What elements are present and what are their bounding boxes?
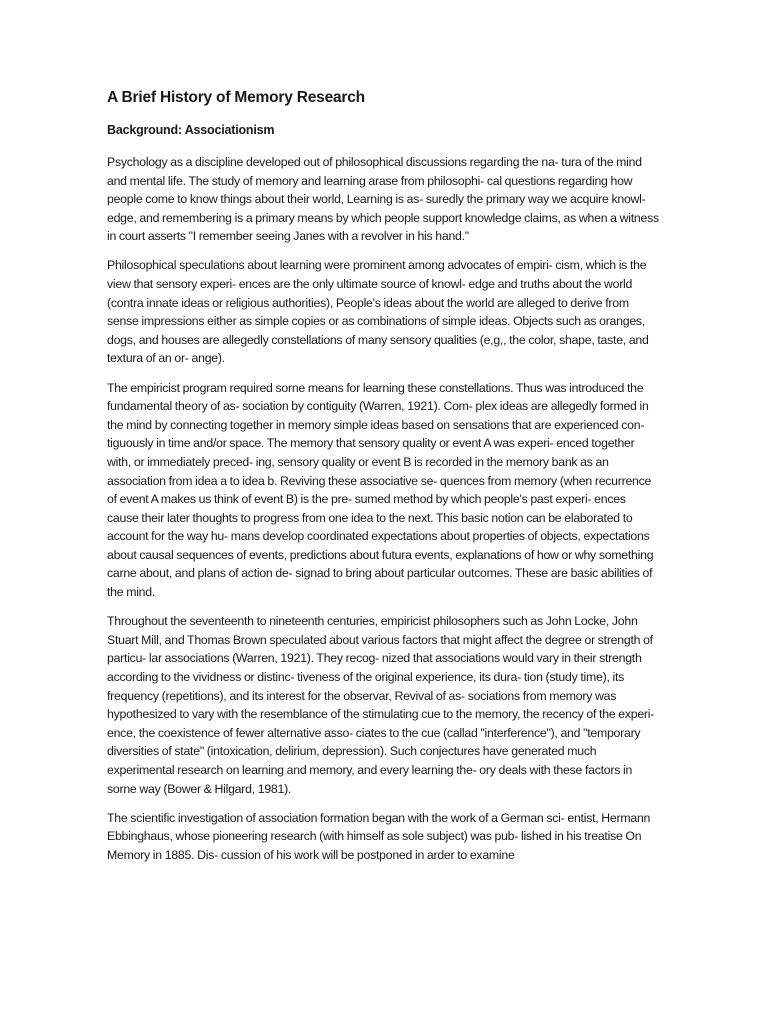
document-title: A Brief History of Memory Research [107,89,365,106]
section-heading: Background: Associationism [107,123,275,137]
paragraph-4: Throughout the seventeenth to nineteenth centuries, empiricist philosophers such as John Locke, John Stuart Mill, and Thomas Brown speculated about various factors that might affect the degree or strength of particu- lar associations (Warren, 1921). They recog- nized that associations would vary in their strength according to the vividness or distinc- tiveness of the original experience, its dura- tion (study time), its frequency (repetitions), and its interest for the observar, Revival of as- sociations from memory was hypothesized to vary with the resemblance of the stimulating cue to the memory, the recency of the experi- ence, the coexistence of fewer alternative asso- ciates to the cue (callad "interference"), and "temporary diversities of state" (intoxication, delirium, depression). Such conjectures have generated much experimental research on learning and memory, and every learning the- ory deals with these factors in sorne way (Bower & Hilgard, 1981). [107,614,655,796]
paragraph-2: Philosophical speculations about learning were prominent among advocates of empiri- cism, which is the view that sensory experi- ences are the only ultimate source of knowl- edge and truths about the world (contra innate ideas or religious authorities), People's ideas about the world are alleged to derive from sense impressions either as simple copies or as combinations of simple ideas. Objects such as oranges, dogs, and houses are allegedly constellations of many sensory qualities (e,g,, the color, shape, taste, and textura of an or- ange). [107,258,649,366]
document-page [107,88,659,875]
paragraph-3: The empiricist program required sorne means for learning these constellations. Thus was introduced the fundamental theory of as- sociation by contiguity (Warren, 1921). Com- plex ideas are allegedly formed in the mind by connecting together in memory simple ideas based on sensations that are experienced con- tiguously in time and/or space. The memory that sensory quality or event A was experi- enced together with, or immediately preced- ing, sensory quality or event B is recorded in the memory bank as an association from idea a to idea b. Reviving these associative se- quences from memory (when recurrence of event A makes us think of event B) is the pre- sumed method by which people's past experi- ences cause their later thoughts to progress from one idea to the next. This basic notion can be elaborated to account for the way hu- mans develop coordinated expectations about properties of objects, expectations about causal sequences of events, predictions about futura events, explanations of how or why something carne about, and plans of action de- signad to bring about particular outcomes. These are basic abilities of the mind. [107,380,654,600]
paragraph-1: Psychology as a discipline developed out of philosophical discussions regarding the na- tura of the mind and mental life. The study of memory and learning arase from philosophi- cal questions regarding how people come to know things about their world, Learning is as- suredly the primary way we acquire knowl- edge, and remembering is a primary means by which people support knowledge claims, as when a witness in court asserts "I remember seeing Janes with a revolver in his hand." [107,155,659,244]
paragraph-5: The scientific investigation of association formation began with the work of a German sci- entist, Hermann Ebbinghaus, whose pioneering research (with himself as sole subject) was pub- lished in his treatise On Memory in 1885. Dis- cussion of his work will be postponed in arder to examine [107,810,651,862]
